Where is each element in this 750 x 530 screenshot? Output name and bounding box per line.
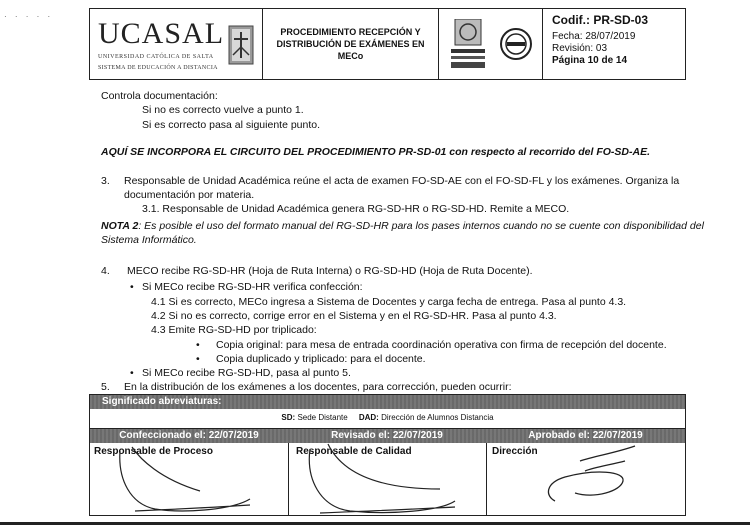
university-crest-icon xyxy=(228,25,254,65)
text-controla: Controla documentación: xyxy=(101,90,218,102)
document-header xyxy=(89,8,686,80)
col-divider-1 xyxy=(288,443,289,515)
document-page: Página 10 de 14 xyxy=(552,55,628,66)
col-divider-2 xyxy=(486,443,487,515)
brand-subtitle-system: SISTEMA DE EDUCACIÓN A DISTANCIA xyxy=(98,65,218,71)
col3-header-text: Aprobado el: 22/07/2019 xyxy=(528,430,643,441)
step-3-1-text: 3.1. Responsable de Unidad Académica genera RG-SD-HR o RG-SD-HD. Remite a MECO. xyxy=(142,203,570,215)
text-no-correcto: Si no es correcto vuelve a punto 1. xyxy=(142,104,304,116)
logo-cell xyxy=(90,9,263,79)
bullet-1-text: Si MECo recibe RG-SD-HR verifica confección: xyxy=(142,281,363,293)
copy-duplicate-text: Copia duplicado y triplicado: para el docente. xyxy=(216,353,426,365)
document-code-cell xyxy=(543,9,687,79)
approval-table xyxy=(89,394,686,516)
brand-logo-text: UCASAL xyxy=(98,17,225,50)
step-3-text-line2: documentación por materia. xyxy=(124,189,255,201)
nota-2-line2: Sistema Informático. xyxy=(101,234,197,246)
col3-role: Dirección xyxy=(492,446,538,457)
iqnet-certification-logo-icon xyxy=(499,27,533,61)
procedure-title: PROCEDIMIENTO RECEPCIÓN Y DISTRIBUCIÓN DE EXÁMENES EN MECo xyxy=(276,27,425,61)
certification-cell xyxy=(439,9,543,79)
document-revision: Revisión: 03 xyxy=(552,43,608,54)
iram-certification-logo-icon xyxy=(447,19,489,71)
signature-process-icon xyxy=(110,439,260,515)
dad-value: Dirección de Alumnos Distancia xyxy=(381,413,494,422)
signature-quality-icon xyxy=(300,439,460,515)
col1-role: Responsable de Proceso xyxy=(94,446,213,457)
signature-direction-icon xyxy=(535,441,645,511)
copy-2-dot: • xyxy=(196,353,200,365)
copy-original-text: Copia original: para mesa de entrada coordinación operativa con firma de recepción del docente. xyxy=(216,339,667,351)
page-bottom-rule xyxy=(0,522,750,525)
step-5-text: En la distribución de los exámenes a los docentes, para corrección, pueden ocurrir: xyxy=(124,381,512,393)
col2-role: Responsable de Calidad xyxy=(296,446,412,457)
step-4-2-text: 4.2 Si no es correcto, corrige error en el Sistema y en el RG-SD-HR. Pasa al punto 4.3. xyxy=(151,310,557,322)
step-4-text: MECO recibe RG-SD-HR (Hoja de Ruta Interna) o RG-SD-HD (Hoja de Ruta Docente). xyxy=(127,265,533,277)
step-3-text-line1: Responsable de Unidad Académica reúne el acta de examen FO-SD-AE con el FO-SD-FL y los exámenes. Organiza la xyxy=(124,175,680,187)
highlight-circuit-note: AQUÍ SE INCORPORA EL CIRCUITO DEL PROCEDIMIENTO PR-SD-01 con respecto al recorrido del FO-SD-AE. xyxy=(101,146,651,158)
step-4-3-text: 4.3 Emite RG-SD-HD por triplicado: xyxy=(151,324,317,336)
nota-2-text: : Es posible el uso del formato manual del RG-SD-HR para los pases internos cuando no se cuente con disponibilidad del xyxy=(138,220,704,232)
nota-2-label: NOTA 2 xyxy=(101,220,139,232)
brand-subtitle-university: UNIVERSIDAD CATÓLICA DE SALTA xyxy=(98,54,214,60)
step-5-number: 5. xyxy=(101,381,110,393)
nota-2-line1 xyxy=(101,220,704,232)
procedure-title-cell xyxy=(263,9,439,79)
bullet-2-text: Si MECo recibe RG-SD-HD, pasa al punto 5. xyxy=(142,367,351,379)
col1-header-text: Confeccionado el: 22/07/2019 xyxy=(119,430,259,441)
document-code: Codif.: PR-SD-03 xyxy=(552,13,648,27)
document-date: Fecha: 28/07/2019 xyxy=(552,31,636,42)
step-4-1-text: 4.1 Si es correcto, MECo ingresa a Sistema de Docentes y carga fecha de entrega. Pasa al punto 4.3. xyxy=(151,296,627,308)
abbreviations-title: Significado abreviaturas: xyxy=(102,396,222,407)
scan-specks: · · · · · xyxy=(4,12,54,21)
bullet-1-dot: • xyxy=(130,281,134,293)
abbreviations-bar xyxy=(90,395,685,409)
step-3-number: 3. xyxy=(101,175,110,187)
sd-value: Sede Distante xyxy=(297,413,348,422)
step-4-number: 4. xyxy=(101,265,110,277)
col2-header-text: Revisado el: 22/07/2019 xyxy=(331,430,443,441)
abbreviations-row xyxy=(90,413,685,422)
text-es-correcto: Si es correcto pasa al siguiente punto. xyxy=(142,119,321,131)
bullet-2-dot: • xyxy=(130,367,134,379)
sd-label: SD: xyxy=(281,413,296,422)
copy-1-dot: • xyxy=(196,339,200,351)
dad-label: DAD: xyxy=(358,413,379,422)
